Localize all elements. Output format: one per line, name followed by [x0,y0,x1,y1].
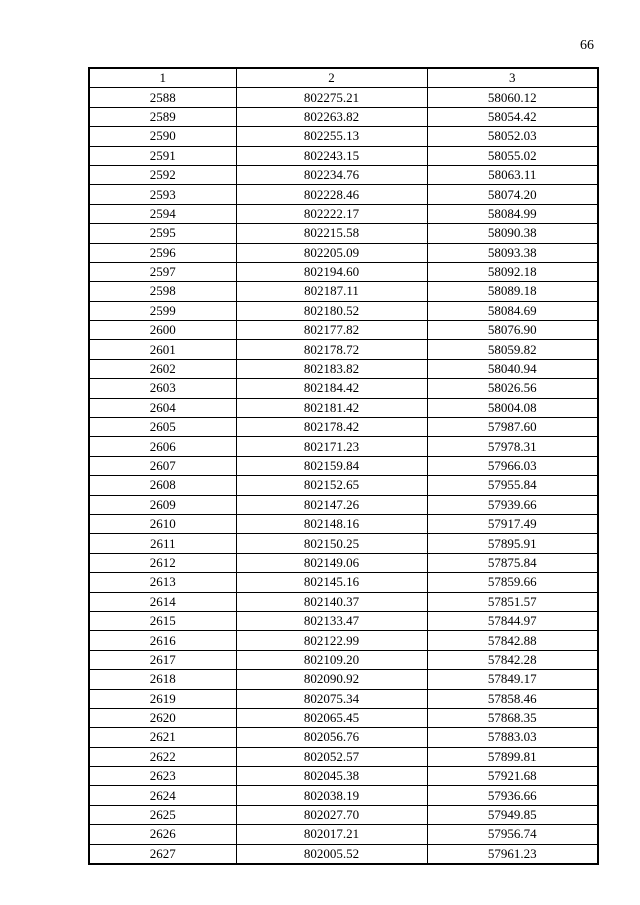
cell-y-coordinate: 57949.85 [427,805,598,824]
cell-point-number: 2613 [89,573,236,592]
cell-point-number: 2610 [89,514,236,533]
cell-y-coordinate: 57859.66 [427,573,598,592]
table-row [89,204,598,223]
cell-x-coordinate: 802052.57 [236,747,427,766]
cell-x-coordinate: 802122.99 [236,631,427,650]
cell-point-number: 2621 [89,728,236,747]
cell-x-coordinate: 802005.52 [236,844,427,864]
cell-point-number: 2605 [89,418,236,437]
cell-point-number: 2596 [89,243,236,262]
cell-x-coordinate: 802090.92 [236,670,427,689]
cell-point-number: 2592 [89,165,236,184]
cell-point-number: 2604 [89,398,236,417]
cell-y-coordinate: 58052.03 [427,127,598,146]
cell-point-number: 2603 [89,379,236,398]
cell-x-coordinate: 802109.20 [236,650,427,669]
cell-point-number: 2608 [89,476,236,495]
cell-point-number: 2611 [89,534,236,553]
table-row [89,127,598,146]
cell-point-number: 2620 [89,708,236,727]
cell-y-coordinate: 58090.38 [427,224,598,243]
cell-y-coordinate: 57978.31 [427,437,598,456]
table-row [89,573,598,592]
cell-point-number: 2606 [89,437,236,456]
cell-x-coordinate: 802178.42 [236,418,427,437]
cell-x-coordinate: 802056.76 [236,728,427,747]
table-row [89,767,598,786]
table-row [89,418,598,437]
table-row [89,534,598,553]
cell-x-coordinate: 802187.11 [236,282,427,301]
table-row [89,592,598,611]
cell-point-number: 2595 [89,224,236,243]
table-row [89,844,598,864]
cell-x-coordinate: 802065.45 [236,708,427,727]
cell-y-coordinate: 57851.57 [427,592,598,611]
cell-x-coordinate: 802045.38 [236,767,427,786]
cell-y-coordinate: 58059.82 [427,340,598,359]
cell-point-number: 2602 [89,359,236,378]
table-row [89,670,598,689]
table-row [89,689,598,708]
cell-x-coordinate: 802140.37 [236,592,427,611]
cell-x-coordinate: 802038.19 [236,786,427,805]
cell-x-coordinate: 802150.25 [236,534,427,553]
table-row [89,747,598,766]
cell-point-number: 2601 [89,340,236,359]
cell-y-coordinate: 57844.97 [427,611,598,630]
cell-point-number: 2599 [89,301,236,320]
cell-y-coordinate: 57842.28 [427,650,598,669]
cell-y-coordinate: 57966.03 [427,456,598,475]
cell-point-number: 2627 [89,844,236,864]
table-row [89,825,598,844]
table-row [89,379,598,398]
cell-x-coordinate: 802205.09 [236,243,427,262]
cell-x-coordinate: 802183.82 [236,359,427,378]
cell-y-coordinate: 57917.49 [427,514,598,533]
cell-x-coordinate: 802178.72 [236,340,427,359]
cell-x-coordinate: 802017.21 [236,825,427,844]
cell-x-coordinate: 802184.42 [236,379,427,398]
cell-y-coordinate: 58063.11 [427,165,598,184]
table-body [89,88,598,864]
cell-y-coordinate: 58093.38 [427,243,598,262]
cell-y-coordinate: 57895.91 [427,534,598,553]
cell-x-coordinate: 802180.52 [236,301,427,320]
cell-y-coordinate: 57875.84 [427,553,598,572]
table-row [89,514,598,533]
cell-y-coordinate: 57899.81 [427,747,598,766]
cell-y-coordinate: 58092.18 [427,262,598,281]
cell-point-number: 2618 [89,670,236,689]
cell-y-coordinate: 58076.90 [427,321,598,340]
cell-point-number: 2607 [89,456,236,475]
cell-y-coordinate: 58060.12 [427,88,598,107]
cell-point-number: 2591 [89,146,236,165]
table-row [89,611,598,630]
table-row [89,728,598,747]
column-header-y-coordinate: 3 [427,68,598,88]
table-row [89,708,598,727]
table-row [89,476,598,495]
cell-x-coordinate: 802075.34 [236,689,427,708]
cell-y-coordinate: 57955.84 [427,476,598,495]
cell-x-coordinate: 802275.21 [236,88,427,107]
table-row [89,553,598,572]
cell-y-coordinate: 57921.68 [427,767,598,786]
cell-x-coordinate: 802027.70 [236,805,427,824]
table-row [89,786,598,805]
table-row [89,359,598,378]
cell-point-number: 2624 [89,786,236,805]
cell-point-number: 2614 [89,592,236,611]
cell-point-number: 2612 [89,553,236,572]
table-row [89,185,598,204]
cell-point-number: 2594 [89,204,236,223]
cell-y-coordinate: 57987.60 [427,418,598,437]
cell-point-number: 2590 [89,127,236,146]
cell-y-coordinate: 58089.18 [427,282,598,301]
cell-x-coordinate: 802255.13 [236,127,427,146]
table-row [89,495,598,514]
cell-y-coordinate: 57858.46 [427,689,598,708]
cell-y-coordinate: 58040.94 [427,359,598,378]
cell-x-coordinate: 802159.84 [236,456,427,475]
cell-point-number: 2588 [89,88,236,107]
cell-y-coordinate: 58084.99 [427,204,598,223]
cell-point-number: 2609 [89,495,236,514]
coordinates-table [88,67,599,865]
cell-y-coordinate: 57849.17 [427,670,598,689]
cell-y-coordinate: 58026.56 [427,379,598,398]
cell-x-coordinate: 802148.16 [236,514,427,533]
cell-x-coordinate: 802215.58 [236,224,427,243]
table-row [89,398,598,417]
table-row [89,165,598,184]
table-row [89,321,598,340]
table-row [89,805,598,824]
cell-x-coordinate: 802171.23 [236,437,427,456]
cell-y-coordinate: 58074.20 [427,185,598,204]
cell-point-number: 2615 [89,611,236,630]
table-row [89,301,598,320]
table-row [89,631,598,650]
cell-point-number: 2616 [89,631,236,650]
cell-x-coordinate: 802152.65 [236,476,427,495]
cell-x-coordinate: 802243.15 [236,146,427,165]
cell-y-coordinate: 57842.88 [427,631,598,650]
cell-x-coordinate: 802147.26 [236,495,427,514]
table-row [89,243,598,262]
cell-x-coordinate: 802222.17 [236,204,427,223]
cell-point-number: 2589 [89,107,236,126]
cell-x-coordinate: 802133.47 [236,611,427,630]
table-header [89,68,598,88]
table-row [89,88,598,107]
page-number: 66 [580,38,594,53]
header-row [89,68,598,88]
cell-x-coordinate: 802228.46 [236,185,427,204]
cell-y-coordinate: 58004.08 [427,398,598,417]
cell-point-number: 2625 [89,805,236,824]
cell-point-number: 2600 [89,321,236,340]
cell-y-coordinate: 57961.23 [427,844,598,864]
cell-point-number: 2598 [89,282,236,301]
cell-point-number: 2626 [89,825,236,844]
cell-point-number: 2617 [89,650,236,669]
table-row [89,437,598,456]
cell-x-coordinate: 802263.82 [236,107,427,126]
cell-y-coordinate: 57883.03 [427,728,598,747]
cell-x-coordinate: 802149.06 [236,553,427,572]
cell-y-coordinate: 58054.42 [427,107,598,126]
table-row [89,282,598,301]
cell-x-coordinate: 802194.60 [236,262,427,281]
table-row [89,340,598,359]
cell-y-coordinate: 57868.35 [427,708,598,727]
cell-y-coordinate: 57936.66 [427,786,598,805]
cell-x-coordinate: 802181.42 [236,398,427,417]
table-row [89,224,598,243]
cell-y-coordinate: 57956.74 [427,825,598,844]
cell-point-number: 2622 [89,747,236,766]
cell-point-number: 2623 [89,767,236,786]
cell-x-coordinate: 802234.76 [236,165,427,184]
cell-x-coordinate: 802177.82 [236,321,427,340]
column-header-x-coordinate: 2 [236,68,427,88]
table-row [89,146,598,165]
cell-y-coordinate: 57939.66 [427,495,598,514]
table-row [89,107,598,126]
table-row [89,650,598,669]
cell-point-number: 2593 [89,185,236,204]
cell-x-coordinate: 802145.16 [236,573,427,592]
cell-y-coordinate: 58055.02 [427,146,598,165]
table-row [89,456,598,475]
table-row [89,262,598,281]
column-header-point-number: 1 [89,68,236,88]
cell-point-number: 2597 [89,262,236,281]
cell-point-number: 2619 [89,689,236,708]
cell-y-coordinate: 58084.69 [427,301,598,320]
